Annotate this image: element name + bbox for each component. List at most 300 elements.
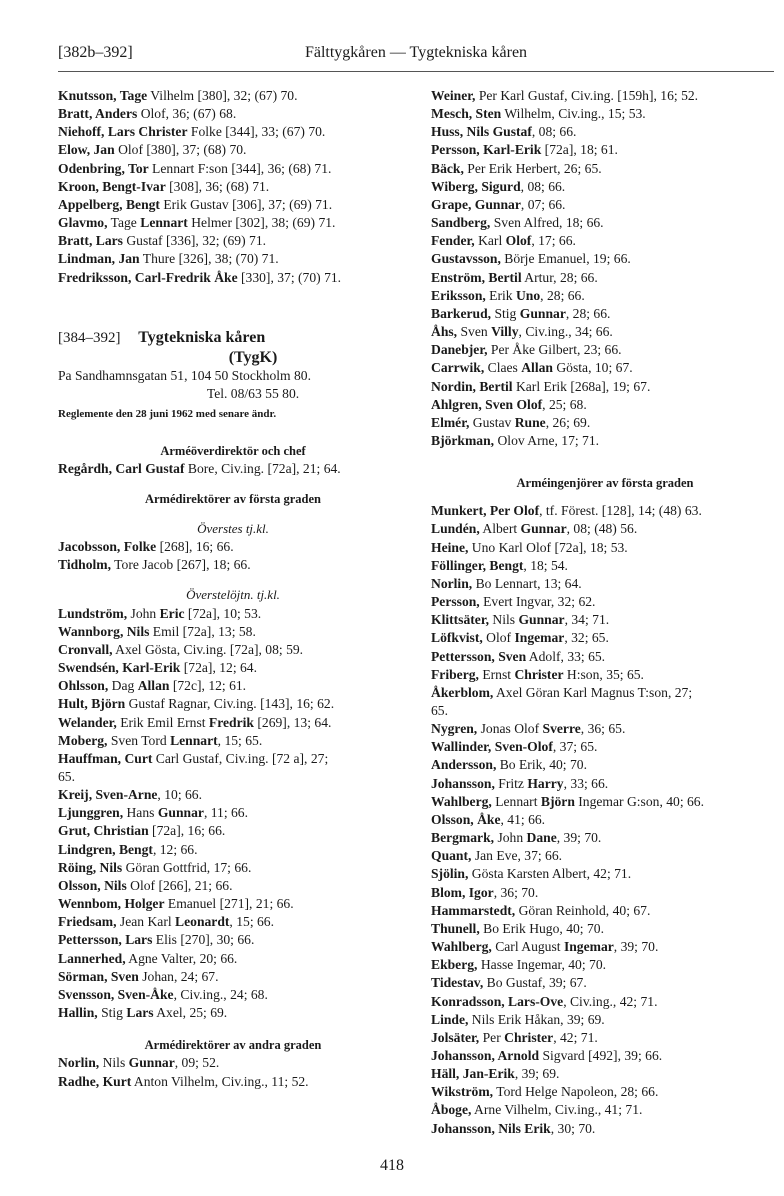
entry-bold-part: Wannborg, Nils [58,623,150,639]
list-item [58,623,408,641]
section-list [58,1054,408,1090]
list-item [431,87,779,105]
entry-bold-part: Pettersson, Lars [58,932,153,948]
department-address: Pa Sandhamnsgatan 51, 104 50 Stockholm 80. [58,368,311,384]
list-item [58,214,408,232]
entry-text-part: Olof [482,630,515,646]
entry-text-part: , 08; 66. [520,178,566,194]
list-item [431,920,779,938]
section-heading: Armédirektörer av första graden [144,491,321,506]
entry-bold-part: Nordin, Bertil [431,378,513,394]
entry-bold-part: Norlin, [431,575,473,591]
entry-bold-part: Glavmo, [58,215,108,231]
entry-bold-part: Johansson, Nils Erik [431,1120,551,1136]
list-item [431,956,779,974]
entry-bold-part: Thunell, [431,920,480,936]
entry-text-part: , 42; 71. [553,1029,598,1045]
entry-bold-part: Gunnar [519,305,566,321]
list-item [58,269,408,287]
entry-text-part: Dag [108,678,138,694]
entry-text-part: Uno Karl Olof [72a], 18; 53. [468,539,628,555]
entry-bold-part: Swendsén, Karl-Erik [58,660,181,676]
entry-bold-part: Wahlberg, [431,793,492,809]
entry-text-part: , 25; 68. [542,396,587,412]
list-item [431,269,779,287]
entry-text-part: [72c], 12; 61. [169,678,247,694]
entry-text-part: Gösta, 10; 67. [552,360,633,376]
list-item [58,822,408,840]
list-continued [58,87,408,287]
entry-bold-part: Moberg, [58,732,108,748]
entry-bold-part: Munkert, Per Olof [431,503,540,519]
list-item [58,178,408,196]
entry-bold-part: Häll, Jan-Erik [431,1066,515,1082]
list-item [431,993,779,1011]
entry-bold-part: Bergmark, [431,830,495,846]
entry-bold-part: Svensson, Sven-Åke [58,986,174,1002]
entry-text-part: , Civ.ing., 42; 71. [563,993,658,1009]
entry-bold-part: Jacobsson, Folke [58,539,157,555]
entry-text-part: Helmer [302], 38; (69) 71. [187,215,336,231]
entry-text-part: Ingemar G:son, 40; 66. [574,793,704,809]
list-item [431,865,779,883]
entry-bold-part: Åhs, [431,324,458,340]
list-item [431,702,779,720]
entry-text-part: 65. [431,703,448,718]
section-list [431,502,779,1137]
entry-bold-part: Persson, [431,594,480,610]
entry-text-part: Adolf, 33; 65. [526,648,606,664]
entry-bold-part: Persson, Karl-Erik [431,142,542,158]
list-item [431,141,779,159]
entry-text-part: Tore Jacob [267], 18; 66. [111,557,251,573]
list-item [431,593,779,611]
entry-text-part: , 09; 52. [174,1055,220,1071]
list-item [58,714,408,732]
list-item [58,1004,408,1022]
entry-text-part: [72a], 12; 64. [180,660,257,676]
entry-text-part: Folke [344], 33; (67) 70. [187,124,326,140]
entry-bold-part: Gunnar [518,612,565,628]
right-column [431,87,779,1138]
entry-text-part: , 36; 65. [580,721,626,737]
department-name: Tygtekniska kåren [138,328,266,346]
entry-text-part: , 36; 70. [493,884,539,900]
entry-bold-part: Lars [126,1005,154,1021]
entry-bold-part: Gunnar [157,805,204,821]
department-tel: Tel. 08/63 55 80. [206,386,300,402]
entry-bold-part: Kroon, Bengt-Ivar [58,178,166,194]
entry-text-part: , 32; 65. [564,630,609,646]
entry-text-part: Per [479,1029,505,1045]
list-item [431,396,779,414]
entry-text-part: Bo Erik Hugo, 40; 70. [479,920,604,936]
list-item [58,950,408,968]
entry-text-part: Sven [457,324,492,340]
entry-bold-part: Grape, Gunnar [431,196,521,212]
list-item [58,605,408,623]
entry-bold-part: Ekberg, [431,957,478,973]
entry-bold-part: Carrwik, [431,360,485,376]
entry-text-part: , 11; 66. [203,805,248,821]
entry-bold-part: Föllinger, Bengt [431,557,524,573]
entry-bold-part: Åboge, [431,1102,472,1118]
list-item [431,414,779,432]
list-item [431,811,779,829]
entry-bold-part: Lindgren, Bengt [58,841,153,857]
entry-bold-part: Heine, [431,539,469,555]
entry-text-part: Hasse Ingemar, 40; 70. [477,957,607,973]
entry-bold-part: Björn [540,793,575,809]
entry-bold-part: Grut, Christian [58,823,149,839]
entry-bold-part: Röing, Nils [58,859,123,875]
entry-bold-part: Elow, Jan [58,142,115,158]
entry-bold-part: Niehoff, Lars Christer [58,124,188,140]
entry-bold-part: Weiner, [431,88,476,103]
entry-bold-part: Lennart [140,215,188,231]
entry-bold-part: Bäck, [431,160,464,176]
entry-bold-part: Radhe, Kurt [58,1073,132,1089]
entry-text-part: Sven Alfred, 18; 66. [490,215,604,231]
entry-bold-part: Friberg, [431,666,479,682]
entry-text-part: 65. [58,769,75,784]
list-item [58,232,408,250]
list-item [58,895,408,913]
list-item [58,695,408,713]
section-list [58,605,408,1023]
section-heading: Arméöverdirektör och chef [160,443,306,458]
entry-bold-part: Christer [504,1029,554,1045]
list-item [431,1101,779,1119]
entry-bold-part: Löfkvist, [431,630,483,646]
section-list [58,538,408,574]
list-item [431,1047,779,1065]
entry-text-part: Agne Valter, 20; 66. [125,950,238,966]
entry-bold-part: Ohlsson, [58,678,109,694]
entry-text-part: , 28; 66. [540,287,585,303]
entry-bold-part: Hauffman, Curt [58,750,153,766]
list-item [431,938,779,956]
entry-bold-part: Tidholm, [58,557,112,573]
list-item [431,287,779,305]
entry-text-part: [72a], 10; 53. [184,605,262,621]
entry-bold-part: Cronvall, [58,641,113,657]
entry-bold-part: Klittsäter, [431,612,490,628]
list-item [431,520,779,538]
list-item [58,105,408,123]
entry-text-part: Bo Gustaf, 39; 67. [483,975,587,991]
list-item [431,902,779,920]
list-item [58,931,408,949]
entry-bold-part: Wennbom, Holger [58,896,165,912]
entry-bold-part: Linde, [431,1011,469,1027]
list-item [431,847,779,865]
entry-text-part: Carl Gustaf, Civ.ing. [72 a], 27; [152,750,329,766]
list-item [431,359,779,377]
entry-text-part: H:son, 35; 65. [563,666,644,682]
entry-bold-part: Villy [491,324,519,340]
entry-text-part: , 15; 66. [229,914,274,930]
entry-text-part: Artur, 28; 66. [521,269,598,285]
entry-bold-part: Wahlberg, [431,939,492,955]
entry-bold-part: Andersson, [431,757,497,773]
entry-text-part: [269], 13; 64. [253,714,332,730]
list-item [431,648,779,666]
entry-text-part: Olov Arne, 17; 71. [494,432,600,448]
entry-text-part: , 34; 71. [564,612,610,628]
entry-bold-part: Lindman, Jan [58,251,140,267]
page-header [58,44,774,66]
list-item [431,611,779,629]
entry-bold-part: Eriksson, [431,287,486,303]
list-item [58,732,408,750]
list-item [431,793,779,811]
regulation: Reglemente den 28 juni 1962 med senare ändr. [58,408,277,421]
entry-bold-part: Bratt, Anders [58,106,138,122]
entry-text-part: Erik [485,287,516,303]
entry-text-part: Anton Vilhelm, Civ.ing., 11; 52. [131,1073,309,1089]
list-item [58,859,408,877]
entry-bold-part: Björkman, [431,432,495,448]
entry-bold-part: Fredriksson, Carl-Fredrik Åke [58,269,238,285]
entry-bold-part: Rune [514,414,546,430]
list-item [58,659,408,677]
entry-text-part: Nils [489,612,519,628]
entry-text-part: Hans [123,805,158,821]
entry-text-part: , 17; 66. [531,233,576,249]
entry-bold-part: Bratt, Lars [58,233,123,249]
entry-text-part: , 28; 66. [565,305,611,321]
entry-text-part: [72a], 18; 61. [541,142,618,158]
entry-bold-part: Hult, Björn [58,696,126,712]
entry-bold-part: Gustavsson, [431,251,501,267]
entry-bold-part: Christer [514,666,564,682]
list-item [58,160,408,178]
list-item [431,378,779,396]
department-abbr-text: (TygK) [228,348,278,366]
department-heading [58,329,408,347]
entry-text-part: Jan Eve, 37; 66. [471,848,563,864]
list-item [431,974,779,992]
entry-text-part: Axel Gösta, Civ.ing. [72a], 08; 59. [112,641,304,657]
list-item [58,1054,408,1072]
entry-bold-part: Odenbring, Tor [58,160,149,176]
list-item [58,538,408,556]
rank-subheading: Överstes tj.kl. [197,520,269,536]
list-item [431,341,779,359]
entry-bold-part: Welander, [58,714,117,730]
entry-bold-part: Tidestav, [431,975,484,991]
entry-text-part: [308], 36; (68) 71. [165,178,270,194]
list-item [431,666,779,684]
list-item [58,750,408,768]
list-item [431,1120,779,1138]
list-item [58,141,408,159]
list-item [58,677,408,695]
entry-bold-part: Knutsson, Tage [58,88,148,103]
entry-text-part: [330], 37; (70) 71. [237,269,342,285]
entry-text-part: , 10; 66. [157,787,202,803]
entry-text-part: , 39; 70. [556,830,602,846]
entry-text-part: Arne Vilhelm, Civ.ing., 41; 71. [471,1102,643,1118]
entry-bold-part: Sörman, Sven [58,968,139,984]
entry-text-part: John [494,830,527,846]
entry-text-part: , 08; 66. [531,124,577,140]
entry-text-part: , 15; 65. [217,732,263,748]
list-item [431,575,779,593]
entry-bold-part: Hallin, [58,1005,98,1021]
section-heading: Arméingenjörer av första graden [516,476,694,491]
entry-bold-part: Pettersson, Sven [431,648,527,664]
list-item [58,87,408,105]
entry-bold-part: Åkerblom, [431,684,494,700]
list-item [58,841,408,859]
list-item [431,160,779,178]
entry-text-part: , 12; 66. [152,841,198,857]
list-item [431,557,779,575]
entry-text-part: Göran Reinhold, 40; 67. [515,902,651,918]
list-item [431,502,779,520]
list-item [58,768,408,786]
entry-text-part: Gustav [469,414,515,430]
entry-bold-part: Lannerhed, [58,950,126,966]
entry-bold-part: Fender, [431,233,475,249]
entry-bold-part: Gunnar [128,1055,175,1071]
entry-bold-part: Wiberg, Sigurd [431,178,521,194]
list-item [431,250,779,268]
list-item [431,720,779,738]
entry-text-part: Bore, Civ.ing. [72a], 21; 64. [184,460,341,476]
entry-text-part: Göran Gottfrid, 17; 66. [122,859,252,875]
entry-text-part: Carl August [491,939,564,955]
entry-bold-part: Lennart [170,732,218,748]
list-item [431,1029,779,1047]
entry-bold-part: Uno [515,287,541,303]
entry-text-part: Nils Erik Håkan, 39; 69. [468,1011,605,1027]
entry-text-part: , tf. Förest. [128], 14; (48) 63. [539,503,702,519]
list-item [431,884,779,902]
entry-text-part: , Civ.ing., 34; 66. [518,324,613,340]
list-item [431,1011,779,1029]
list-item [58,986,408,1004]
running-title: Fälttygkåren — Tygtekniska kåren [304,44,528,61]
list-item [58,250,408,268]
list-item [431,232,779,250]
entry-bold-part: Ingemar [514,630,565,646]
list-item [431,829,779,847]
entry-text-part: Axel, 25; 69. [153,1005,228,1021]
list-item [431,214,779,232]
entry-text-part: Johan, 24; 67. [138,968,219,984]
department-abbr [98,349,408,367]
header-rule [58,71,774,72]
entry-bold-part: Allan [137,678,170,694]
list-item [431,1083,779,1101]
entry-text-part: Olof [266], 21; 66. [126,877,233,893]
list-item [431,123,779,141]
entry-text-part: Karl Erik [268a], 19; 67. [512,378,651,394]
section-list [431,87,779,450]
entry-text-part: Sigvard [492], 39; 66. [539,1047,663,1063]
entry-bold-part: Hammarstedt, [431,902,516,918]
entry-text-part: John [127,605,160,621]
entry-text-part: Olof [380], 37; (68) 70. [114,142,247,158]
list-item [58,786,408,804]
entry-bold-part: Friedsam, [58,914,117,930]
entry-text-part: Olof, 36; (67) 68. [137,106,237,122]
entry-text-part: Börje Emanuel, 19; 66. [500,251,631,267]
entry-bold-part: Johansson, [431,775,495,791]
entry-bold-part: Olof [505,233,532,249]
entry-bold-part: Kreij, Sven-Arne [58,787,158,803]
entry-text-part: Tage [107,215,141,231]
entry-bold-part: Olsson, Åke [431,811,501,827]
entry-bold-part: Ahlgren, Sven Olof [431,396,543,412]
entry-bold-part: Mesch, Sten [431,106,502,122]
list-item [58,913,408,931]
entry-text-part: , 18; 54. [523,557,568,573]
list-item [58,641,408,659]
entry-bold-part: Enström, Bertil [431,269,522,285]
entry-bold-part: Ljunggren, [58,805,124,821]
entry-bold-part: Konradsson, Lars-Ove [431,993,564,1009]
list-item [431,196,779,214]
list-item [58,1073,408,1091]
list-item [431,1065,779,1083]
entry-text-part: Albert [479,521,521,537]
entry-text-part: Wilhelm, Civ.ing., 15; 53. [501,106,646,122]
list-item [58,196,408,214]
entry-text-part: Jonas Olof [477,721,543,737]
list-item [431,629,779,647]
entry-bold-part: Appelberg, Bengt [58,196,160,212]
entry-text-part: Gösta Karsten Albert, 42; 71. [468,866,632,882]
entry-text-part: , 39; 69. [514,1066,560,1082]
entry-bold-part: Harry [527,775,564,791]
entry-text-part: Erik Emil Ernst [116,714,209,730]
list-item [58,123,408,141]
entry-bold-part: Gunnar [520,521,567,537]
entry-bold-part: Huss, Nils Gustaf [431,124,532,140]
list-item [431,539,779,557]
entry-text-part: Lennart [491,793,541,809]
entry-text-part: Vilhelm [380], 32; (67) 70. [147,88,298,103]
entry-text-part: Gustaf [336], 32; (69) 71. [122,233,267,249]
entry-text-part: Fritz [494,775,528,791]
entry-bold-part: Sandberg, [431,215,491,231]
entry-bold-part: Eric [159,605,185,621]
department-code: [384–392] [58,329,121,346]
entry-text-part: Axel Göran Karl Magnus T:son, 27; [493,684,693,700]
entry-text-part: Claes [484,360,522,376]
list-item [431,432,779,450]
left-column [58,87,408,1091]
entry-text-part: Jean Karl [116,914,176,930]
entry-text-part: Per Karl Gustaf, Civ.ing. [159h], 16; 52. [475,88,699,103]
entry-text-part: Lennart F:son [344], 36; (68) 71. [148,160,332,176]
list-item [58,556,408,574]
entry-bold-part: Nygren, [431,721,478,737]
entry-text-part: Thure [326], 38; (70) 71. [139,251,279,267]
list-item [58,968,408,986]
entry-text-part: , 37; 65. [552,739,598,755]
list-item [58,460,408,478]
entry-text-part: , 41; 66. [500,811,546,827]
entry-bold-part: Elmér, [431,414,470,430]
list-item [431,105,779,123]
entry-text-part: Emanuel [271], 21; 66. [164,896,294,912]
entry-text-part: Per Erik Herbert, 26; 65. [463,160,602,176]
